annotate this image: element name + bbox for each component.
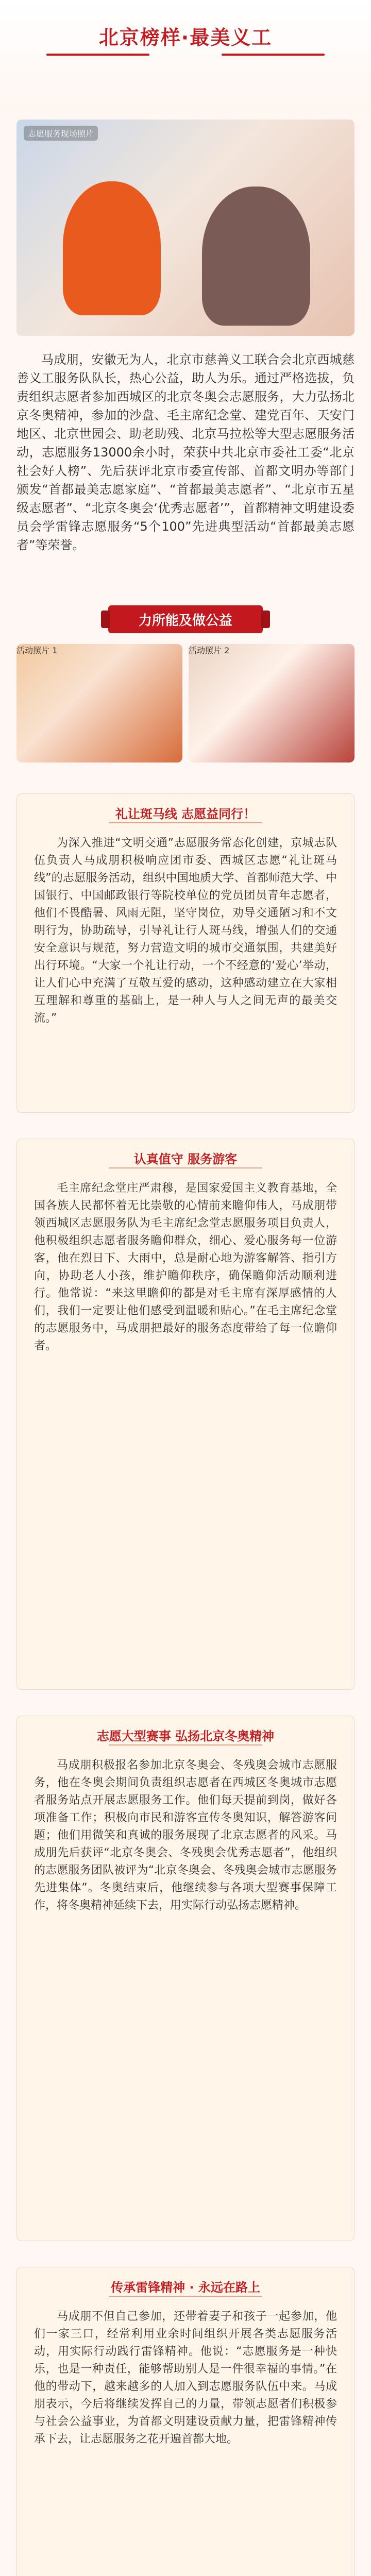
main-paragraph: 马成朋，安徽无为人，北京市慈善义工联合会北京西城慈善义工服务队队长，热心公益，助人为乐。通过严格选拔，负责组织志愿者参加西城区的北京冬奥会志愿服务，大力弘扬北京冬奥精神，参加的沙盘、毛主席纪念堂、建党百年、天安门地区、北京世园会、助老助残、北京马拉松等大型志愿服务活动，志愿服务13000余小时，荣获中共北京市委社工委“北京社会好人榜”、先后获评北京市委宣传部、首都文明办等部门颁发“首都最美志愿家庭”、“首都最美志愿者”、“北京市五星级志愿者”、“北京冬奥会‘优秀志愿者’”，首都精神文明建设委员会学雷锋志愿服务“5个100”先进典型活动“首都最美志愿者”等荣誉。 — [16, 352, 355, 552]
page-title: 北京榜样·最美义工 — [98, 26, 273, 49]
section-rule-traffic — [109, 822, 262, 823]
photos-row — [16, 644, 355, 762]
section-title-leifeng: 传承雷锋精神 · 永远在路上 — [111, 2280, 260, 2295]
section-rule-olympics — [109, 1744, 262, 1745]
section-rule-leifeng — [109, 2296, 262, 2297]
section-card-olympics — [16, 1716, 355, 2241]
activity-photo-2-label: 活动照片 2 — [189, 646, 230, 655]
hero-photo-label: 志愿服务现场照片 — [24, 126, 98, 141]
section-title-olympics: 志愿大型赛事 弘扬北京冬奥精神 — [96, 1729, 275, 1743]
volunteer-figure — [63, 181, 161, 315]
section-rule-guard — [109, 1167, 262, 1168]
section-title-guard: 认真值守 服务游客 — [133, 1152, 238, 1166]
participant-figure — [202, 187, 310, 326]
section-title-traffic: 礼让斑马线 志愿益同行！ — [115, 807, 256, 821]
activity-photo-2 — [189, 644, 355, 762]
section-body-olympics: 马成朋积极报名参加北京冬奥会、冬残奥会城市志愿服务，他在冬奥会期间负责组织志愿者在西城区冬奥城市志愿者服务站点开展志愿服务工作。他们每天提前到岗，做好各项准备工作；积极向市民和游客宣传冬奥知识，解答游客问题；他们用微笑和真诚的服务展现了北京志愿者的风采。马成朋先后获评“北京冬奥会、冬残奥会优秀志愿者”，他组织的志愿服务团队被评为“北京冬奥会、冬残奥会城市志愿服务先进集体”。冬奥结束后，他继续参与各项大型赛事保障工作，将冬奥精神延续下去，用实际行动弘扬志愿精神。 — [34, 1759, 337, 1912]
section-body-guard: 毛主席纪念堂庄严肃穆，是国家爱国主义教育基地，全国各族人民都怀着无比崇敬的心情前来瞻仰伟人，马成朋带领西城区志愿服务队为毛主席纪念堂志愿服务项目负责人，他积极组织志愿者服务瞻仰群众，细心、爱心服务每一位游客，他在烈日下、大雨中，总是耐心地为游客解答、指引方向，协助老人小孩，维护瞻仰秩序，确保瞻仰活动顺利进行。他常说：“来这里瞻仰的都是对毛主席有深厚感情的人们，我们一定要让他们感受到温暖和贴心。”在毛主席纪念堂的志愿服务中，马成朋把最好的服务态度带给了每一位瞻仰者。 — [34, 1182, 337, 1352]
header — [0, 0, 371, 113]
header-rule-left — [46, 54, 149, 56]
section-card-traffic — [16, 793, 355, 1113]
section-ribbon: 力所能及做公益 — [108, 605, 263, 633]
section-body-leifeng: 马成朋不但自己参加，还带着妻子和孩子一起参加，他们一家三口，经常利用业余时间组织开展各类志愿服务活动，用实际行动践行雷锋精神。他说：“志愿服务是一种快乐，也是一种责任，能够帮助别人是一件很幸福的事情。”在他的带动下，越来越多的人加入到志愿服务队伍中来。马成朋表示，今后将继续发挥自己的力量，带领志愿者们积极参与社会公益事业，为首都文明建设贡献力量，把雷锋精神传承下去，让志愿服务之花开遍首都大地。 — [34, 2310, 337, 2446]
section-card-leifeng — [16, 2267, 355, 2576]
activity-photo-1-label: 活动照片 1 — [16, 646, 58, 655]
activity-photo-1 — [16, 644, 182, 762]
header-rule-right — [222, 54, 325, 56]
section-card-guard — [16, 1139, 355, 1690]
section-body-traffic: 为深入推进“文明交通”志愿服务常态化创建，京城志队伍负责人马成朋积极响应团市委、西城区志愿“礼让斑马线”的志愿服务活动，组织中国地质大学、首都师范大学、中国银行、中国邮政银行等院校单位的党员团员青年志愿者，他们不畏酷暑、风雨无阻，坚守岗位，劝导交通陋习和不文明行为，协助疏导，引导礼让行人斑马线，增强人们的交通安全意识与规范，努力营造文明的城市交通氛围，共建美好出行环境。“大家一个礼让行动，一个不经意的‘爱心’举动，让人们心中充满了互敬互爱的感动，这种感动建立在大家相互理解和尊重的基础上，是一种人与人之间无声的最美交流。” — [34, 837, 337, 1025]
hero-photo — [16, 120, 355, 336]
